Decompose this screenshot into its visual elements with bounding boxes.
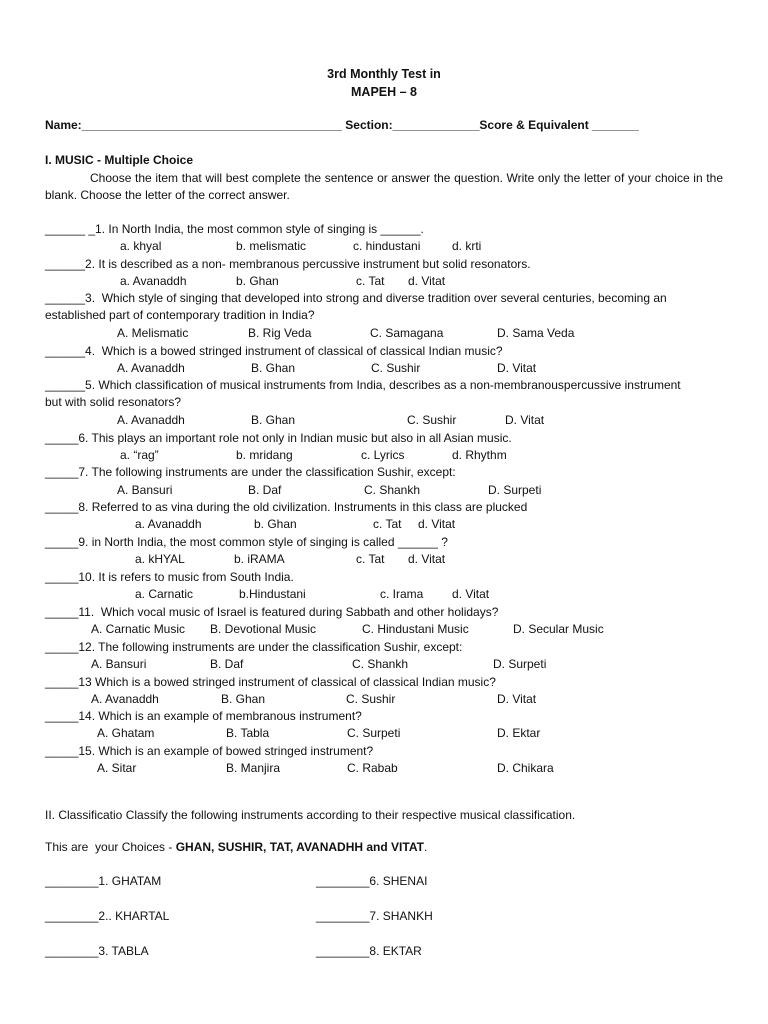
answer-option: B. Ghan — [251, 413, 296, 427]
answer-option: c. hindustani — [353, 239, 421, 253]
part2-heading: II. Classificatio Classify the following instruments according to their respective musical classification. — [45, 808, 576, 822]
answer-option: B. Ghan — [221, 692, 266, 706]
answer-option: A. Melismatic — [117, 326, 189, 340]
answer-option: b.Hindustani — [239, 587, 306, 601]
answer-option: A. Avanaddh — [117, 413, 185, 427]
answer-option: C. Sushir — [346, 692, 396, 706]
question-text: ______ _1. In North India, the most common style of singing is ______. — [45, 222, 424, 236]
answer-option: D. Vitat — [505, 413, 545, 427]
question-text: _____14. Which is an example of membranous instrument? — [45, 709, 362, 723]
classify-item: ________1. GHATAM — [45, 874, 162, 888]
answer-option: a. Avanaddh — [135, 517, 202, 531]
answer-option: d. krti — [452, 239, 482, 253]
question-text: _____7. The following instruments are under the classification Sushir, except: — [45, 465, 456, 479]
answer-option: A. Bansuri — [91, 657, 147, 671]
question-text: _____8. Referred to as vina during the old civilization. Instruments in this class are plucked — [45, 500, 528, 514]
question-text: _____13 Which is a bowed stringed instrument of classical of classical Indian music? — [45, 675, 496, 689]
answer-option: b. iRAMA — [234, 552, 285, 566]
question-text: ______3. Which style of singing that developed into strong and diverse tradition over several centuries, becoming an — [45, 291, 667, 305]
classify-item: ________8. EKTAR — [316, 944, 422, 958]
answer-option: b. melismatic — [236, 239, 307, 253]
question-text: _____12. The following instruments are under the classification Sushir, except: — [45, 640, 463, 654]
answer-option: C. Sushir — [371, 361, 421, 375]
answer-option: B. Manjira — [226, 761, 281, 775]
question-text-continued: established part of contemporary tradition in India? — [45, 308, 315, 322]
answer-option: B. Daf — [210, 657, 244, 671]
answer-option: C. Sushir — [407, 413, 457, 427]
answer-option: a. kHYAL — [135, 552, 185, 566]
answer-option: C. Surpeti — [347, 726, 401, 740]
answer-option: C. Shankh — [352, 657, 409, 671]
choices-suffix: . — [423, 840, 428, 854]
answer-option: C. Shankh — [364, 483, 421, 497]
answer-option: C. Rabab — [347, 761, 398, 775]
classify-item: ________6. SHENAI — [316, 874, 428, 888]
answer-option: A. Bansuri — [117, 483, 173, 497]
answer-option: b. Ghan — [236, 274, 279, 288]
answer-option: a. khyal — [120, 239, 162, 253]
test-subject: MAPEH – 8 — [351, 85, 417, 99]
question-text: ______4. Which is a bowed stringed instrument of classical of classical Indian music? — [45, 344, 503, 358]
question-text-continued: but with solid resonators? — [45, 395, 182, 409]
answer-option: a. “rag” — [120, 448, 159, 462]
answer-option: a. Carnatic — [135, 587, 194, 601]
test-title: 3rd Monthly Test in — [327, 67, 441, 81]
answer-option: A. Avanaddh — [91, 692, 159, 706]
answer-option: D. Vitat — [497, 361, 537, 375]
part1-instructions: Choose the item that will best complete the sentence or answer the question. Write only the letter of your choice in the blank. Choose the letter of the correct answer. — [45, 171, 723, 202]
answer-option: d. Vitat — [418, 517, 456, 531]
question-text: _____9. in North India, the most common style of singing is called ______ ? — [45, 535, 448, 549]
classify-item: ________3. TABLA — [45, 944, 149, 958]
answer-option: B. Daf — [248, 483, 282, 497]
answer-option: C. Hindustani Music — [362, 622, 469, 636]
answer-option: d. Vitat — [408, 274, 446, 288]
answer-option: D. Chikara — [497, 761, 554, 775]
answer-option: b. Ghan — [254, 517, 297, 531]
answer-option: b. mridang — [236, 448, 293, 462]
answer-option: c. Tat — [356, 274, 385, 288]
classify-item: ________2.. KHARTAL — [45, 909, 170, 923]
answer-option: D. Surpeti — [488, 483, 542, 497]
answer-option: D. Sama Veda — [497, 326, 575, 340]
answer-option: d. Vitat — [452, 587, 490, 601]
answer-option: c. Tat — [356, 552, 385, 566]
answer-option: B. Ghan — [251, 361, 296, 375]
answer-option: c. Tat — [373, 517, 402, 531]
answer-option: D. Vitat — [497, 692, 537, 706]
choices-list: GHAN, SUSHIR, TAT, AVANADHH and VITAT — [175, 840, 424, 854]
answer-option: B. Devotional Music — [210, 622, 317, 636]
question-text: _____15. Which is an example of bowed stringed instrument? — [45, 744, 374, 758]
answer-option: d. Vitat — [408, 552, 446, 566]
answer-option: D. Ektar — [497, 726, 541, 740]
answer-option: c. Lyrics — [361, 448, 405, 462]
question-text: _____11. Which vocal music of Israel is featured during Sabbath and other holidays? — [45, 605, 499, 619]
answer-option: B. Tabla — [226, 726, 270, 740]
answer-option: B. Rig Veda — [248, 326, 312, 340]
answer-option: a. Avanaddh — [120, 274, 187, 288]
answer-option: A. Ghatam — [97, 726, 155, 740]
part1-heading: I. MUSIC - Multiple Choice — [45, 153, 194, 167]
answer-option: A. Sitar — [97, 761, 137, 775]
answer-option: A. Carnatic Music — [91, 622, 186, 636]
question-text: _____10. It is refers to music from South India. — [45, 570, 294, 584]
question-text: _____6. This plays an important role not only in Indian music but also in all Asian music. — [45, 431, 512, 445]
answer-option: D. Surpeti — [493, 657, 547, 671]
question-text: ______2. It is described as a non- membranous percussive instrument but solid resonators. — [45, 257, 531, 271]
question-text: ______5. Which classification of musical instruments from India, describes as a non-membranouspercussive instrument — [45, 378, 681, 392]
answer-option: D. Secular Music — [513, 622, 604, 636]
choices-line — [45, 840, 427, 854]
classify-item: ________7. SHANKH — [316, 909, 433, 923]
name-section-score-line: Name:_______________________________________ Section:_____________Score & Equivalent _______ — [45, 118, 639, 132]
answer-option: d. Rhythm — [452, 448, 507, 462]
choices-prefix: This are your Choices - — [45, 840, 176, 854]
answer-option: c. Irama — [380, 587, 424, 601]
answer-option: C. Samagana — [370, 326, 444, 340]
answer-option: A. Avanaddh — [117, 361, 185, 375]
